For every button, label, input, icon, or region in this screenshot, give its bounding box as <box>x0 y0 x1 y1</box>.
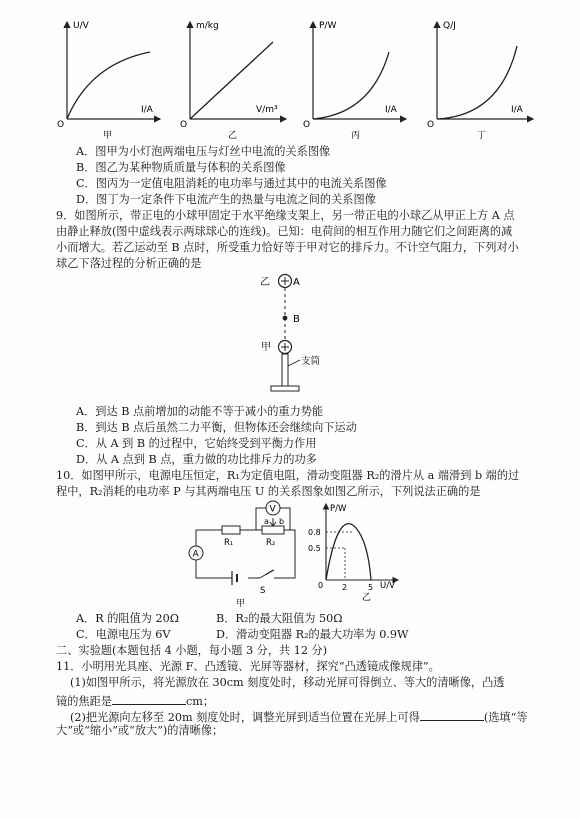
q8-option-b: B．图乙为某种物质质量与体积的关系图像 <box>76 161 286 174</box>
graph-yi-origin: O <box>180 120 188 130</box>
pu-origin: 0 <box>318 581 324 590</box>
section-2-heading: 二、实验题(本题包括 4 小题，每小题 3 分，共 12 分) <box>56 644 328 657</box>
pu-xlabel: U/V <box>380 581 395 591</box>
q11-answer-blank-1[interactable] <box>112 692 186 705</box>
q10-stem-2: 程中，R₂消耗的电功率 P 与其两端电压 U 的关系图象如图乙所示，下列说法正确的是 <box>56 485 481 498</box>
pu-ytick-0-5: 0.5 <box>308 544 321 553</box>
q11-part2-cont: 大”或“缩小”或“放大”)的清晰像； <box>56 724 224 737</box>
r2-end-a: a <box>264 517 269 526</box>
curve-bing <box>313 52 389 119</box>
ammeter-label: A <box>192 549 199 560</box>
graph-jia <box>57 21 160 141</box>
graph-bing-ylabel: P/W <box>319 21 337 31</box>
graph-bing <box>303 21 406 141</box>
q9-stem-1: 9．如图所示，带正电的小球甲固定于水平绝缘支架上，另一带正电的小球乙从甲正上方 A 点 <box>56 209 515 222</box>
q9-option-c: C．从 A 到 B 的过程中，它始终受到平衡力作用 <box>76 437 317 450</box>
q9-stem-2: 由静止释放(图中虚线表示两球球心的连线)。已知：电荷间的相互作用力随它们之间距离的减 <box>56 225 513 238</box>
stand-pole <box>282 354 288 386</box>
q10-pu-graph <box>308 498 408 608</box>
q11-part1: (1)如图甲所示，将光源放在 30cm 刻度处时，移动光屏可得倒立、等大的清晰像，凸透 <box>70 676 505 689</box>
graph-ding-caption: 丁 <box>477 131 487 141</box>
graph-jia-caption: 甲 <box>103 131 113 141</box>
graph-bing-xlabel: I/A <box>385 105 397 115</box>
q10-stem-1: 10．如图甲所示，电源电压恒定，R₁为定值电阻，滑动变阻器 R₂的滑片从 a 端滑到 b 端的过 <box>56 469 520 482</box>
q9-label-yi: 乙 <box>260 277 270 288</box>
graph-ding-origin: O <box>427 120 435 130</box>
q10-option-d: D．滑动变阻器 R₂的最大功率为 0.9W <box>216 628 409 641</box>
q9-stem-4: 球乙下落过程的分析正确的是 <box>56 257 202 270</box>
pu-curve <box>326 524 371 580</box>
graph-yi-caption: 乙 <box>228 131 238 141</box>
q11-part2 <box>70 708 528 725</box>
q11-part1-unit: cm； <box>185 695 215 708</box>
q9-label-stand: 支筒 <box>301 356 321 367</box>
graph-ding-ylabel: Q/J <box>443 21 456 31</box>
q9-label-jia: 甲 <box>261 342 271 353</box>
pu-ytick-0-8: 0.8 <box>308 528 321 537</box>
q11-part2-hint: (选填“等 <box>483 711 528 724</box>
resistor-r1 <box>222 526 240 534</box>
q10-option-c: C．电源电压为 6V <box>76 628 171 641</box>
graph-jia-ylabel: U/V <box>73 21 89 31</box>
q9-option-b: B．到达 B 点后虽然二力平衡，但物体还会继续向下运动 <box>76 421 357 434</box>
pu-xtick-5: 5 <box>368 583 374 592</box>
graph-yi-ylabel: m/kg <box>196 21 219 31</box>
graph-jia-xlabel: I/A <box>141 105 153 115</box>
r1-label: R₁ <box>224 538 234 548</box>
graph-bing-caption: 丙 <box>351 131 361 141</box>
q10-option-a: A．R 的阻值为 20Ω <box>76 612 180 625</box>
r2-label: R₂ <box>266 538 276 548</box>
graph-yi <box>180 21 286 141</box>
q11-stem: 11．小明用光具座、光源 F、凸透镜、光屏等器材，探究“凸透镜成像规律”。 <box>56 660 440 673</box>
q9-option-a: A．到达 B 点前增加的动能不等于减小的重力势能 <box>76 405 324 418</box>
q9-label-b: B <box>293 314 300 325</box>
graph-ding <box>427 21 533 141</box>
q11-answer-blank-2[interactable] <box>420 708 484 721</box>
voltmeter-label: V <box>269 504 276 515</box>
graph-jia-origin: O <box>57 120 65 130</box>
q9-figure <box>255 268 345 398</box>
graph-bing-origin: O <box>303 120 311 130</box>
q11-part2-text: (2)把光源向左移至 20m 刻度处时，调整光屏到适当位置在光屏上可得 <box>70 711 420 724</box>
switch-label: S <box>260 586 266 596</box>
q11-part1-cont <box>56 692 214 709</box>
q11-part1-text: 镜的焦距是 <box>56 695 112 708</box>
q9-label-a: A <box>293 277 300 288</box>
resistor-r2 <box>262 526 284 534</box>
q8-option-c: C．图丙为一定值电阻消耗的电功率与通过其中的电流关系图像 <box>76 177 387 190</box>
curve-jia <box>67 52 150 119</box>
graph-yi-xlabel: V/m³ <box>256 105 278 115</box>
pu-xtick-2: 2 <box>342 583 348 592</box>
circuit-caption: 甲 <box>236 599 246 608</box>
q8-option-d: D．图丁为一定条件下电流产生的热量与电流之间的关系图像 <box>76 193 376 206</box>
q8-option-a: A．图甲为小灯泡两端电压与灯丝中电流的关系图像 <box>76 145 331 158</box>
pu-caption: 乙 <box>362 593 372 603</box>
pu-ylabel: P/W <box>330 504 347 514</box>
q10-circuit <box>180 498 310 608</box>
graphs-row <box>55 14 545 144</box>
q9-stem-3: 小而增大。若乙运动至 B 点时，所受重力恰好等于甲对它的排斥力。不计空气阻力，下列对小 <box>56 241 519 254</box>
graph-ding-xlabel: I/A <box>511 105 523 115</box>
curve-ding <box>437 46 517 119</box>
q9-option-d: D．从 A 点到 B 点，重力做的功比排斥力的功多 <box>76 453 317 466</box>
q10-option-b: B．R₂的最大阻值为 50Ω <box>216 612 343 625</box>
r2-end-b: b <box>279 517 285 526</box>
point-b <box>283 316 288 321</box>
stand-base <box>271 386 299 391</box>
